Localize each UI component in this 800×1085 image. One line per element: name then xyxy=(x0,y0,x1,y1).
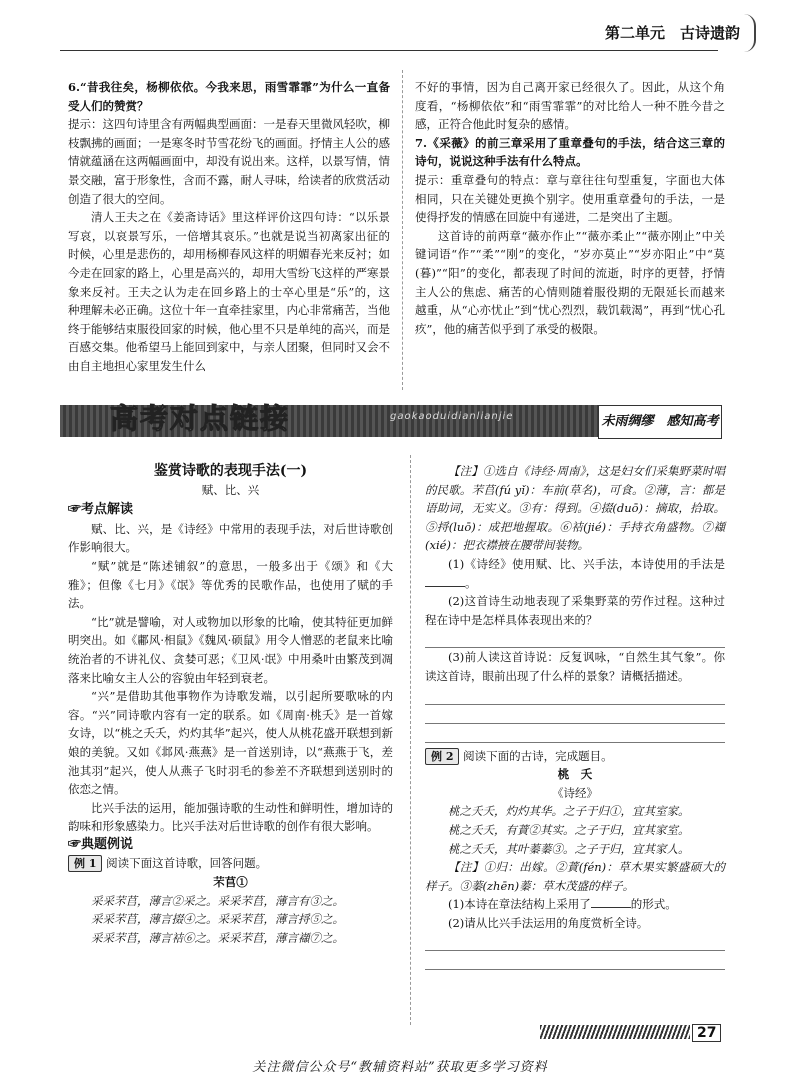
answer-6-continued: 不好的事情，因为自己离开家已经很久了。因此，从这个角度看，“杨柳依依”和“雨雪霏霏”的对比给人一种不胜今昔之感，正符合他此时复杂的感情。 xyxy=(415,80,725,132)
poem-2-notes: 【注】①归：出嫁。②蕡(fén)：草木果实繁盛硕大的样子。③蓁(zhēn)蓁：草木茂盛的样子。 xyxy=(425,860,725,893)
column-divider xyxy=(410,455,411,1025)
example-1-label: 例 1 xyxy=(68,855,102,872)
example-1-prompt: 阅读下面这首诗歌，回答问题。 xyxy=(106,856,268,871)
kaodian-paragraph-1: 赋、比、兴，是《诗经》中常用的表现手法，对后世诗歌创作影响很大。 xyxy=(68,521,393,555)
question-7: 7.《采薇》的前三章采用了重章叠句的手法，结合这三章的诗句，说说这种手法有什么特点。 xyxy=(415,135,725,169)
question-3: (3)前人读这首诗说：反复讽咏，“自然生其气象”。你读这首诗，眼前出现了什么样的景象？请概括描述。 xyxy=(425,650,725,683)
poem-1-title: 芣苢① xyxy=(213,875,248,890)
kaodian-paragraph-5: 比兴手法的运用，能加强诗歌的生动性和鲜明性，增加诗的韵味和形象感染力。比兴手法对后世诗歌的创作有很大影响。 xyxy=(68,800,393,834)
banner-pinyin: gaokaoduidianlianjie xyxy=(390,411,514,422)
answer-line[interactable] xyxy=(425,932,725,951)
question-4-part-b: 的形式。 xyxy=(630,897,677,912)
top-left-column xyxy=(68,78,390,376)
answer-line[interactable] xyxy=(425,705,725,724)
example-2-label: 例 2 xyxy=(425,748,459,765)
column-divider xyxy=(402,70,403,390)
answer-7-paragraph-1: 提示：重章叠句的特点：章与章往往句型重复，字面也大体相同，只在关键处更换个别字。使用重章叠句的手法，一是使得抒发的情感在回旋中有递进，二是突出了主题。 xyxy=(415,172,725,225)
question-1: (1)《诗经》使用赋、比、兴手法，本诗使用的手法是 xyxy=(448,556,725,571)
poem-1-line-3: 采采芣苢，薄言袺⑥之。采采芣苢，薄言襭⑦之。 xyxy=(91,930,344,945)
banner-slogan: 未雨绸缪 感知高考 xyxy=(598,405,722,439)
header-decoration xyxy=(744,14,756,52)
poem-2-source: 《诗经》 xyxy=(552,785,598,800)
question-2: (2)这首诗生动地表现了采集野菜的劳作过程。这种过程在诗中是怎样具体表现出来的？ xyxy=(425,594,725,627)
answer-blank[interactable] xyxy=(591,907,631,908)
answer-line[interactable] xyxy=(425,951,725,970)
answer-6-paragraph-1: 提示：这四句诗里含有两幅典型画面：一是春天里微风轻吹，柳枝飘拂的画面；一是寒冬时节雪花纷飞的画面。抒情主人公的感情就蕴涵在这两幅画面中，却没有说出来。这样，以景写情，情景交融，富于形象性，含而不露，耐人寻味，给读者的欣赏活动创造了很大的空间。 xyxy=(68,117,390,206)
top-right-column xyxy=(415,78,725,338)
answer-6-paragraph-2: 清人王夫之在《姜斋诗话》里这样评价这四句诗：“以乐景写哀，以哀景写乐，一倍增其哀乐。”也就是说当初离家出征的时候，心里是悲伤的，却用杨柳春风这样的明媚春光来反衬；如今走在回家的路上，心里是高兴的，却用大雪纷飞这样的严寒景象来反衬。王夫之认为走在回乡路上的士卒心里是“乐”的，这种理解未必正确。这位十年一直牵挂家里，内心非常痛苦，当他终于能够结束服役回家的时候，他心里不只是单纯的高兴，而是百感交集。他希望马上能回到家中，与亲人团聚，但同时又会不由自主地担心家里发生什么 xyxy=(68,210,390,373)
answer-line[interactable] xyxy=(425,686,725,705)
kaodian-paragraph-4: “兴”是借助其他事物作为诗歌发端，以引起所要歌咏的内容。“兴”同诗歌内容有一定的联系。如《周南·桃夭》是一首嫁女诗，以“桃之夭夭，灼灼其华”起兴，使人从桃花盛开联想到新娘的美貌。又如《邶风·燕燕》是一首送别诗，以“燕燕于飞，差池其羽”起兴，使人从燕子飞时羽毛的参差不齐联想到送别时的依恋之情。 xyxy=(68,689,393,797)
pointing-hand-icon: ☞ xyxy=(68,502,82,518)
poem-1-line-1: 采采芣苢，薄言②采之。采采芣苢，薄言有③之。 xyxy=(91,893,344,908)
poem-2-line-3: 桃之夭夭，其叶蓁蓁③。之子于归，宜其家人。 xyxy=(448,841,690,856)
article-subtitle: 赋、比、兴 xyxy=(201,482,260,497)
pointing-hand-icon: ☞ xyxy=(68,836,82,852)
answer-7-paragraph-2: 这首诗的前两章“薇亦作止”“薇亦柔止”“薇亦刚止”中关键词语“作”“柔”“刚”的变化，“岁亦莫止”“岁亦阳止”中“莫(暮)”“阳”的变化，都表现了时间的流逝，时序的更替，抒情主人公的焦虑、痛苦的心情则随着服役期的无限延长而越来越重，从“心亦忧止”到“忧心烈烈，载饥载渴”，再到“忧心孔疚”，他的痛苦似乎到了承受的极限。 xyxy=(415,228,725,336)
example-2-prompt: 阅读下面的古诗，完成题目。 xyxy=(463,748,613,763)
kaodian-paragraph-2: “赋”就是“陈述铺叙”的意思，一般多出于《颂》和《大雅》；但像《七月》《氓》等优秀的民歌作品，也使用了赋的手法。 xyxy=(68,558,393,611)
poem-2-line-1: 桃之夭夭，灼灼其华。之子于归①，宜其室家。 xyxy=(448,804,690,819)
poem-1-notes: 【注】①选自《诗经·周南》，这是妇女们采集野菜时唱的民歌。芣苢(fú yǐ)：车前(草名)，可食。②薄，言：都是语助词，无实义。③有：得到。④掇(duō)：摘取，拾取。⑤捋(luō)：成把地握取。⑥袺(jié)：手持衣角盛物。⑦襭(xié)：把衣襟掖在腰带间装物。 xyxy=(425,464,725,553)
section-heading-kaodian: 考点解读 xyxy=(81,502,134,518)
answer-line[interactable] xyxy=(425,724,725,743)
poem-1-line-2: 采采芣苢，薄言掇④之。采采芣苢，薄言捋⑤之。 xyxy=(91,912,344,927)
footer-text: 关注微信公众号“教辅资料站”获取更多学习资料 xyxy=(252,1060,548,1075)
question-5: (2)请从比兴手法运用的角度赏析全诗。 xyxy=(448,915,649,930)
question-4-part-a: (1)本诗在章法结构上采用了 xyxy=(448,897,591,912)
question-6: 6.“昔我往矣，杨柳依依。今我来思，雨雪霏霏”为什么一直备受人们的赞赏？ xyxy=(68,80,390,113)
page-number: 27 xyxy=(692,1024,721,1042)
header-rule xyxy=(60,50,718,51)
answer-line[interactable] xyxy=(425,629,725,648)
bottom-left-column xyxy=(68,462,393,947)
poem-2-title: 桃 夭 xyxy=(557,767,593,782)
article-title: 鉴赏诗歌的表现手法(一) xyxy=(153,463,308,479)
kaodian-paragraph-3: “比”就是譬喻，对人或物加以形象的比喻，使其特征更加鲜明突出。如《鄘风·相鼠》《魏风·硕鼠》用令人憎恶的老鼠来比喻统治者的不讲礼仪、贪婪可恶；《卫风·氓》中用桑叶由繁茂到凋落来比喻女主人公的容貌由年轻到衰老。 xyxy=(68,614,393,685)
answer-blank[interactable] xyxy=(425,586,465,587)
section-heading-dianti: 典题例说 xyxy=(81,836,134,852)
bottom-right-column: 【注】①选自《诗经·周南》，这是妇女们采集野菜时唱的民歌。芣苢(fú yǐ)：车前(草名)，可食。②薄，言：都是语助词，无实义。③有：得到。④掇(duō)：摘取，拾取。⑤捋(luō)：成把地握取。⑥袺(jié)：手持衣角盛物。⑦襭(xié)：把衣襟掖在腰带间装物。 (1)《诗经》使用赋、比、兴手法，本诗使用的手法是。 (2)这首诗生动地表现了采集野菜的劳作过程。这种过程在诗中是怎样具体表现出来的？ (3)前人读这首诗说：反复讽咏，“自然生其气象”。你读这首诗，眼前出现了什么样的景象？请概括描述。 例 2 阅读下面的古诗，完成题目。 桃 夭 《诗经》 桃之夭夭，灼灼其华。之子于归①，宜其室家。 桃之夭夭，有蕡②其实。之子于归，宜其家室。 桃之夭夭，其叶蓁蓁③。之子于归，宜其家人。 【注】①归：出嫁。②蕡(fén)：草木果实繁盛硕大的样子。③蓁(zhēn)蓁：草木茂盛的样子。 (1)本诗在章法结构上采用了 的形式。 (2)请从比兴手法运用的角度赏析全诗。 xyxy=(425,462,725,970)
section-banner xyxy=(60,397,720,443)
footer-decoration xyxy=(540,1025,690,1039)
unit-header: 第二单元 古诗遗韵 xyxy=(604,24,740,42)
poem-2-line-2: 桃之夭夭，有蕡②其实。之子于归，宜其家室。 xyxy=(448,822,690,837)
banner-title: 高考对点链接 xyxy=(110,402,291,435)
